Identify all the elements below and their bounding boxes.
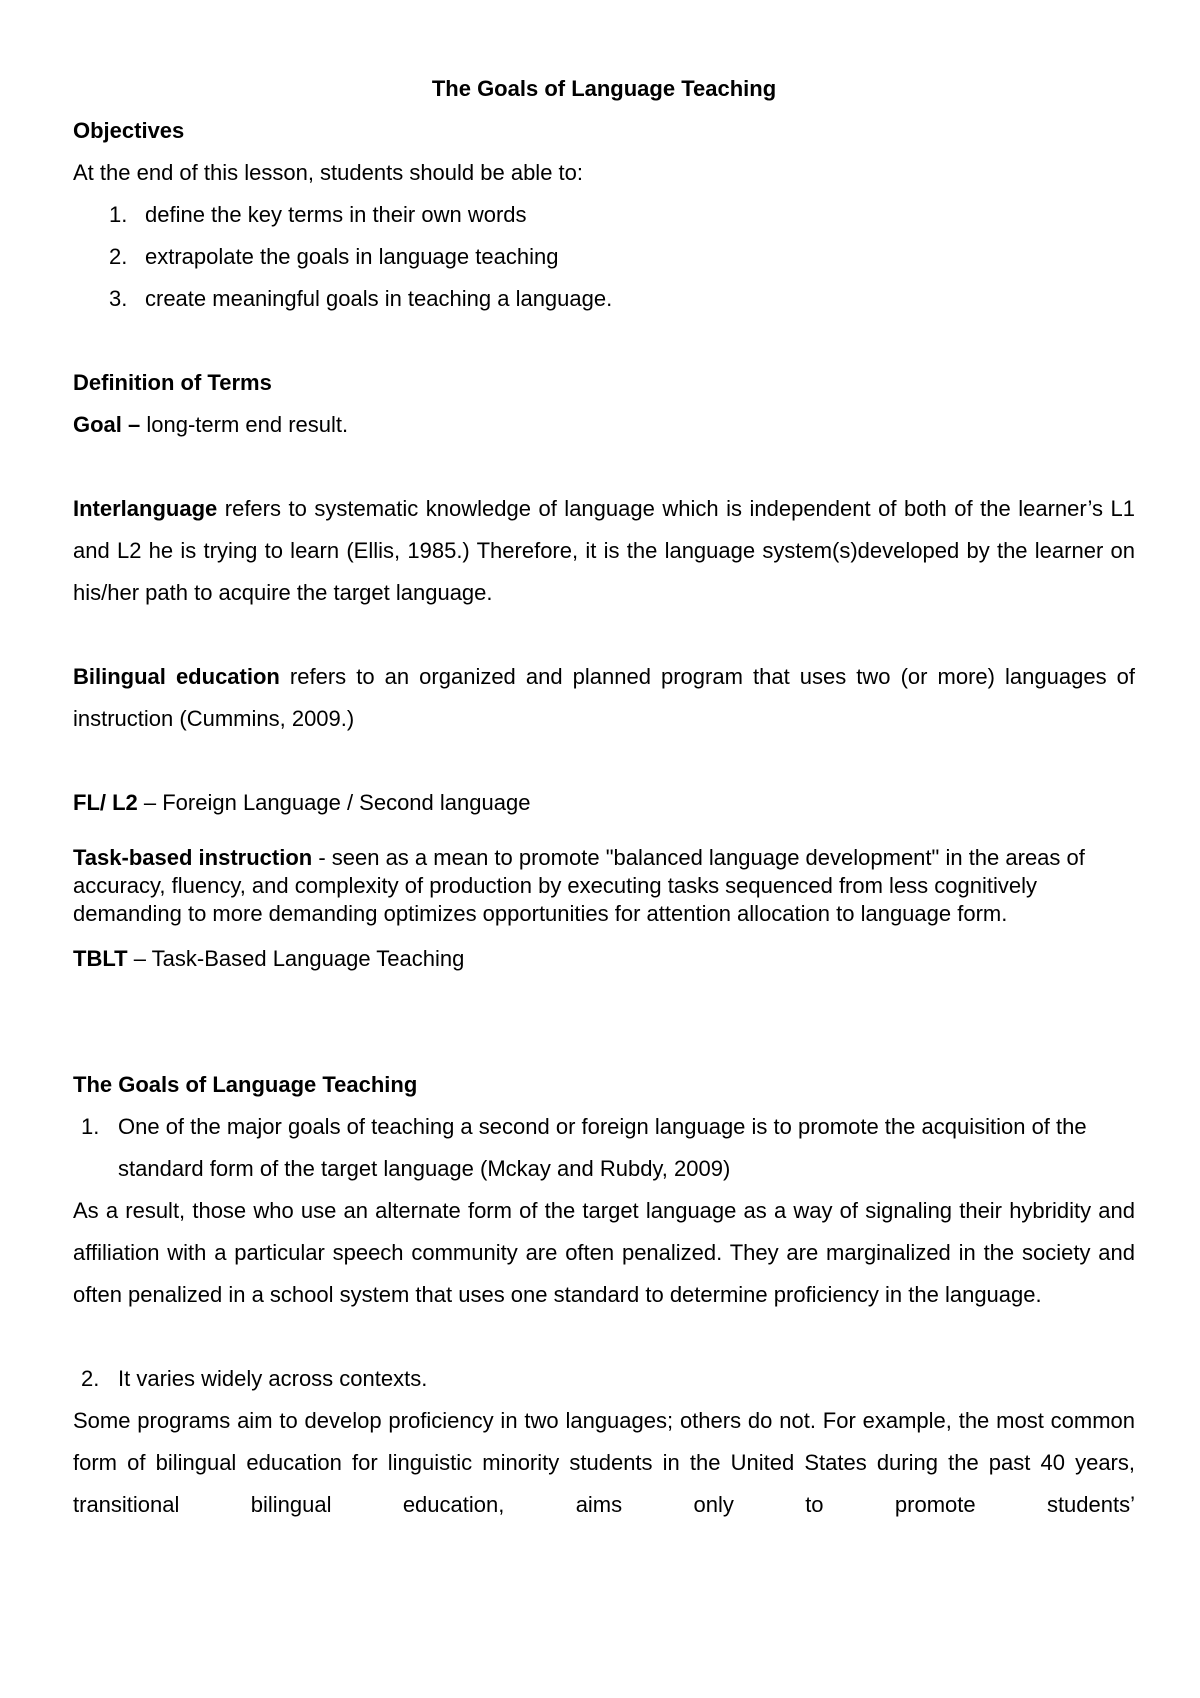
- definition-term: Goal –: [73, 412, 141, 437]
- objective-text: create meaningful goals in teaching a language.: [145, 286, 613, 311]
- goal-number: 1.: [81, 1114, 100, 1139]
- objective-item: [73, 236, 1135, 278]
- objective-text: define the key terms in their own words: [145, 202, 527, 227]
- spacer: [73, 928, 1135, 938]
- objective-number: 3.: [109, 286, 128, 311]
- definition-interlanguage: [73, 488, 1135, 614]
- spacer: [73, 980, 1135, 1064]
- spacer: [73, 614, 1135, 656]
- definition-task-based: [73, 844, 1135, 928]
- spacer: [73, 824, 1135, 844]
- definition-term: TBLT: [73, 946, 128, 971]
- definition-term: Interlanguage: [73, 496, 218, 521]
- objective-item: [73, 278, 1135, 320]
- spacer: [73, 740, 1135, 782]
- goal-1-paragraph: As a result, those who use an alternate form of the target language as a way of signaling their hybridity and affiliation with a particular speech community are often penalized. They are marginalized in the society and often penalized in a school system that uses one standard to determine proficiency in the language.: [73, 1198, 1135, 1307]
- definition-text: - seen as a mean to promote "balanced language development" in the areas of accuracy, fluency, and complexity of production by executing tasks sequenced from less cognitively demanding to more demanding optimizes opportunities for attention allocation to language form.: [73, 845, 1085, 926]
- goal-item-1: [73, 1106, 1135, 1190]
- definition-tblt: [73, 938, 1135, 980]
- objectives-intro: At the end of this lesson, students should be able to:: [73, 160, 584, 185]
- document-title: The Goals of Language Teaching: [431, 76, 777, 101]
- objective-text: extrapolate the goals in language teaching: [145, 244, 559, 269]
- definition-text: – Task-Based Language Teaching: [127, 946, 465, 971]
- objective-number: 1.: [109, 202, 128, 227]
- definition-goal: [73, 404, 1135, 446]
- definition-term: FL/ L2: [73, 790, 138, 815]
- objectives-list: [73, 194, 1135, 320]
- definitions-heading: Definition of Terms: [73, 370, 272, 395]
- spacer: [73, 1316, 1135, 1358]
- objective-item: [73, 194, 1135, 236]
- spacer: [73, 446, 1135, 488]
- goals-heading: The Goals of Language Teaching: [73, 1072, 418, 1097]
- definition-text: long-term end result.: [140, 412, 349, 437]
- document-body: [73, 68, 1135, 1526]
- definition-term: Task-based instruction: [73, 845, 313, 870]
- goal-item-2: [73, 1358, 1135, 1400]
- definition-fl-l2: [73, 782, 1135, 824]
- definition-term: Bilingual education: [73, 664, 280, 689]
- definition-text: refers to systematic knowledge of language which is independent of both of the learner’s L1 and L2 he is trying to learn (Ellis, 1985.) Therefore, it is the language system(s)developed by the learner on his/her path to acquire the target language.: [73, 496, 1135, 605]
- goal-number: 2.: [81, 1366, 100, 1391]
- spacer: [73, 320, 1135, 362]
- goal-text: It varies widely across contexts.: [118, 1366, 428, 1391]
- goal-text: One of the major goals of teaching a second or foreign language is to promote the acquisition of the standard form of the target language (Mckay and Rubdy, 2009): [118, 1114, 1087, 1181]
- definition-bilingual: [73, 656, 1135, 740]
- definition-text: – Foreign Language / Second language: [137, 790, 531, 815]
- objective-number: 2.: [109, 244, 128, 269]
- goal-2-paragraph: Some programs aim to develop proficiency in two languages; others do not. For example, the most common form of bilingual education for linguistic minority students in the United States during the past 40 years, transitional bilingual education, aims only to promote students’: [73, 1408, 1135, 1517]
- definition-text: refers to an organized and planned program that uses two (or more) languages of instruction (Cummins, 2009.): [73, 664, 1135, 731]
- objectives-heading: Objectives: [73, 118, 185, 143]
